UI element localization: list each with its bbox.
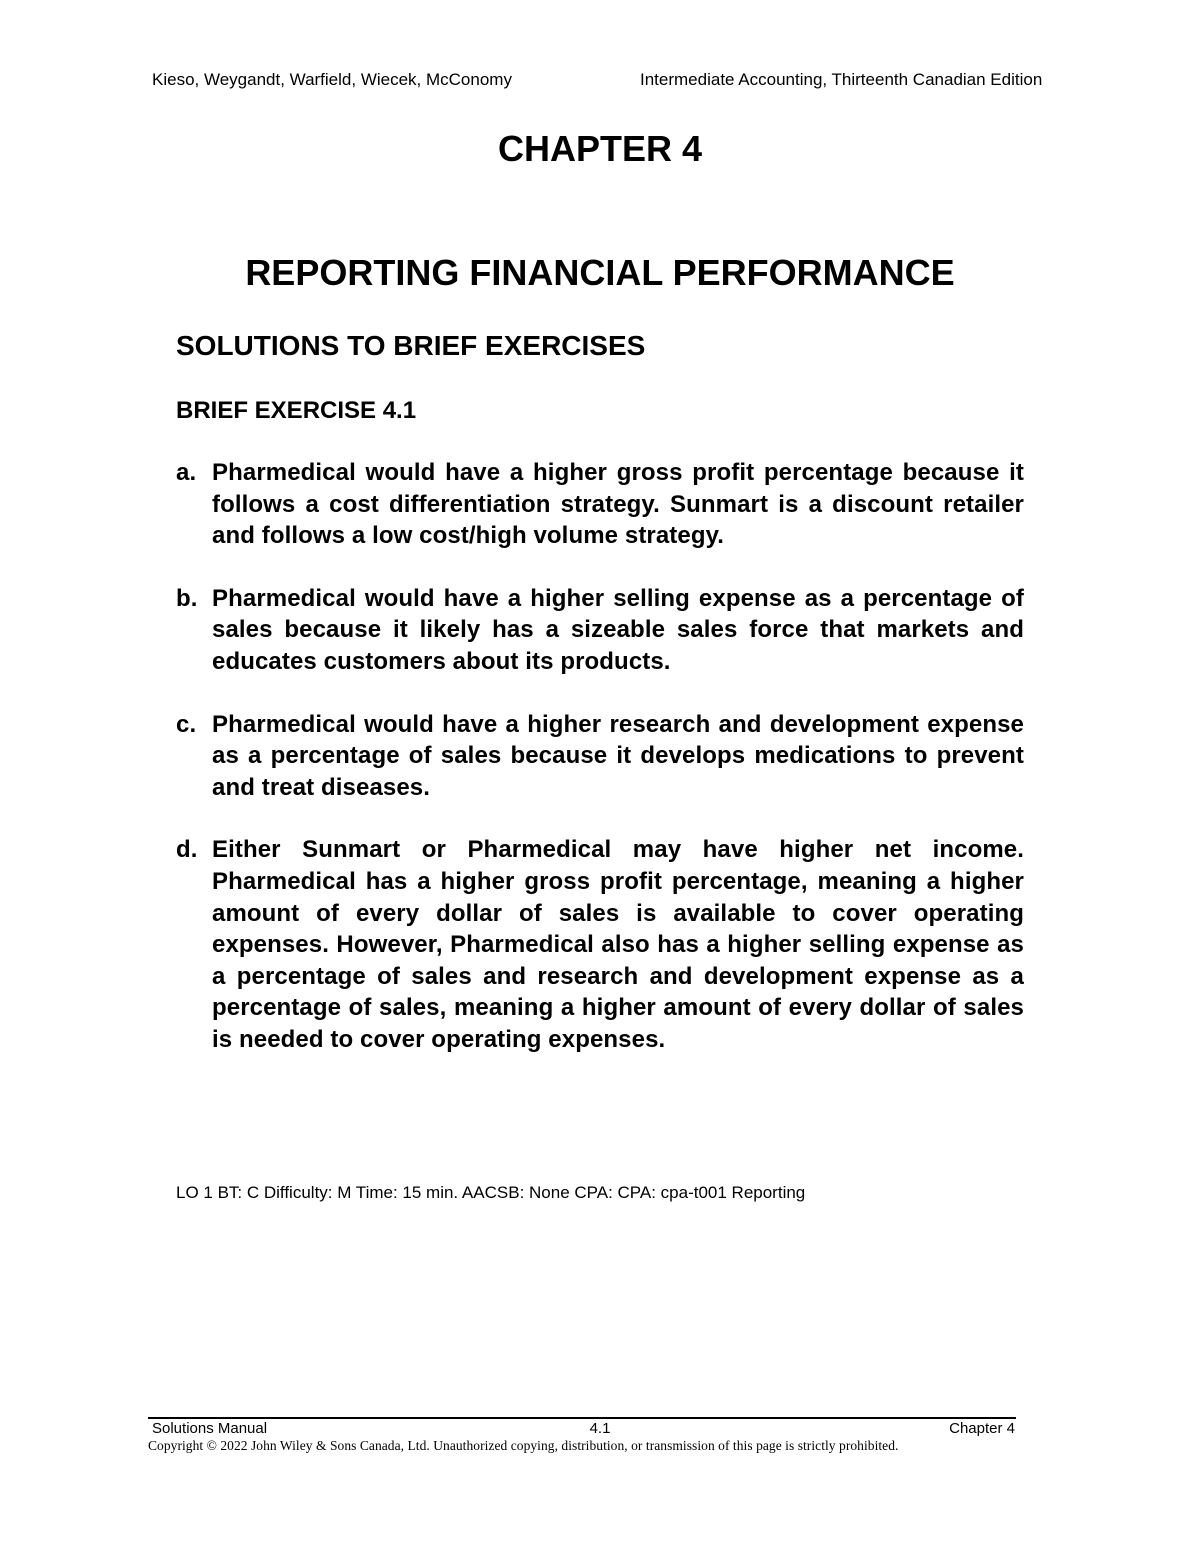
answer-text: Pharmedical would have a higher research and development expense as a percentage of sales because it develops medications to prevent and treat diseases. [212, 710, 1024, 801]
learning-objective-metadata: LO 1 BT: C Difficulty: M Time: 15 min. AACSB: None CPA: CPA: cpa-t001 Reporting [176, 1183, 806, 1202]
answer-letter: b. [176, 584, 198, 612]
answer-item-d [176, 834, 1024, 1055]
section-title: SOLUTIONS TO BRIEF EXERCISES [176, 330, 646, 361]
answer-text: Pharmedical would have a higher gross profit percentage because it follows a cost differentiation strategy. Sunmart is a discount retailer and follows a low cost/high volume strategy. [212, 459, 1024, 550]
answer-letter: d. [176, 836, 198, 864]
copyright-notice: Copyright © 2022 John Wiley & Sons Canada, Ltd. Unauthorized copying, distribution, or transmission of this page is strictly prohibited. [148, 1438, 899, 1453]
footer-chapter-label: Chapter 4 [949, 1420, 1015, 1437]
answer-list [176, 457, 1024, 1087]
answer-text: Either Sunmart or Pharmedical may have higher net income. Pharmedical has a higher gross profit percentage, meaning a higher amount of every dollar of sales is available to cover operating expenses. However, Pharmedical also has a higher selling expense as a percentage of sales and research and development expense as a percentage of sales, meaning a higher amount of every dollar of sales is needed to cover operating expenses. [212, 836, 1024, 1053]
answer-item-b [176, 583, 1024, 678]
running-header-authors: Kieso, Weygandt, Warfield, Wiecek, McConomy [152, 70, 512, 89]
chapter-title: REPORTING FINANCIAL PERFORMANCE [245, 252, 955, 293]
footer-divider [148, 1417, 1016, 1419]
footer-page-number: 4.1 [589, 1420, 611, 1437]
chapter-number: CHAPTER 4 [497, 128, 703, 169]
answer-letter: c. [176, 710, 197, 738]
answer-item-c [176, 709, 1024, 804]
answer-letter: a. [176, 459, 197, 486]
answer-item-a [176, 457, 1024, 552]
footer-manual-label: Solutions Manual [152, 1420, 268, 1437]
running-header-book-title: Intermediate Accounting, Thirteenth Canadian Edition [640, 70, 1043, 89]
exercise-title: BRIEF EXERCISE 4.1 [176, 397, 417, 424]
answer-text: Pharmedical would have a higher selling expense as a percentage of sales because it likely has a sizeable sales force that markets and educates customers about its products. [212, 584, 1024, 675]
